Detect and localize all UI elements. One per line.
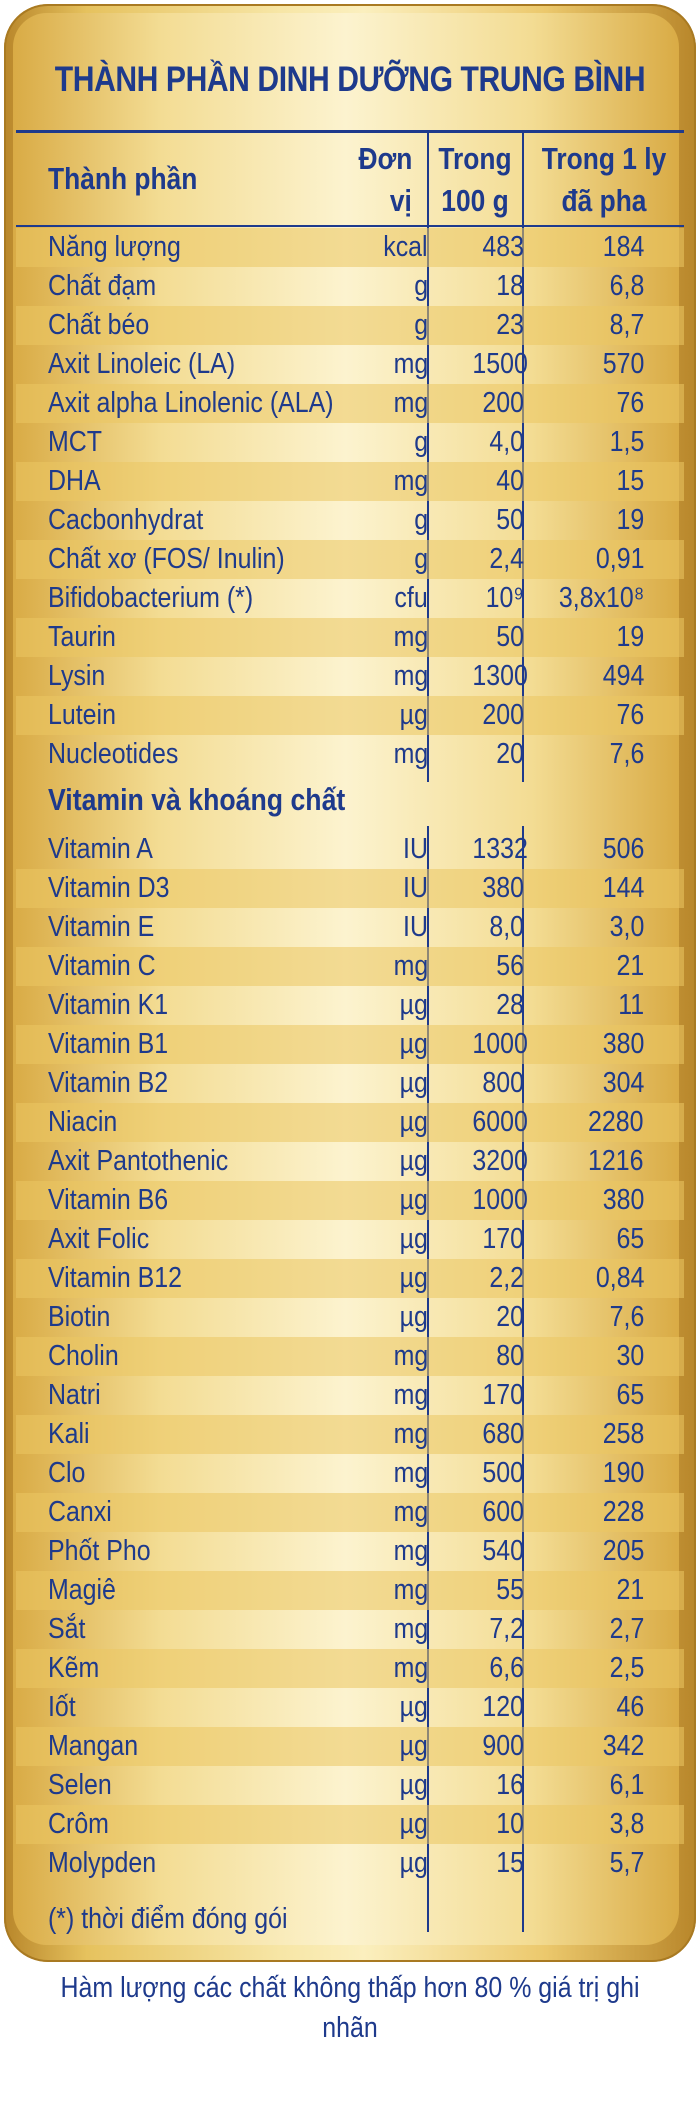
- header-unit-line1: Đơn: [358, 141, 412, 176]
- value-per-cup: 76: [616, 699, 644, 731]
- nutrient-unit: µg: [399, 1730, 428, 1762]
- nutrient-name: Axit Linoleic (LA): [48, 348, 236, 380]
- nutrient-name: Natri: [48, 1379, 101, 1411]
- value-per-100g: 6000: [472, 1106, 528, 1138]
- value-per-cup: 19: [616, 504, 644, 536]
- bottom-note: Hàm lượng các chất không thấp hơn 80 % giá trị ghi nhãn: [60, 1972, 640, 2044]
- table-row: [16, 579, 684, 618]
- table-row: [16, 228, 684, 267]
- nutrient-name: Clo: [48, 1457, 86, 1489]
- header-per100-line2: 100 g: [441, 183, 509, 218]
- value-per-100g: 80: [496, 1340, 524, 1372]
- nutrient-name: Vitamin B6: [48, 1184, 169, 1216]
- value-per-100g: 2,2: [489, 1262, 524, 1294]
- nutrient-name: Vitamin B1: [48, 1028, 169, 1060]
- nutrient-name: Chất xơ (FOS/ Inulin): [48, 543, 285, 575]
- nutrient-name: MCT: [48, 426, 103, 458]
- value-per-100g: 10: [496, 1808, 524, 1840]
- nutrient-name: Biotin: [48, 1301, 111, 1333]
- nutrient-name: Taurin: [48, 621, 116, 653]
- value-per-100g: 3200: [472, 1145, 528, 1177]
- value-per-cup: 494: [602, 660, 644, 692]
- value-per-100g: 8,0: [489, 911, 524, 943]
- value-per-100g: 380: [482, 872, 524, 904]
- value-per-100g: 500: [482, 1457, 524, 1489]
- nutrient-unit: mg: [393, 950, 428, 982]
- value-per-100g: 23: [496, 309, 524, 341]
- value-per-cup: 15: [616, 465, 644, 497]
- value-per-cup: 3,0: [609, 911, 644, 943]
- table-row: [16, 830, 684, 869]
- nutrient-name: Chất đạm: [48, 270, 157, 302]
- table-row: [16, 869, 684, 908]
- table-row: [16, 735, 684, 774]
- nutrient-name: Vitamin B2: [48, 1067, 169, 1099]
- nutrient-name: Vitamin A: [48, 833, 153, 865]
- value-per-100g: 900: [482, 1730, 524, 1762]
- table-row: [16, 1415, 684, 1454]
- table-row: [16, 1337, 684, 1376]
- value-per-cup: 0,91: [595, 543, 644, 575]
- nutrient-name: Molypden: [48, 1847, 157, 1879]
- value-per-100g: 7,2: [489, 1613, 524, 1645]
- value-per-cup: 0,84: [595, 1262, 644, 1294]
- value-per-cup: 6,1: [609, 1769, 644, 1801]
- nutrient-unit: kcal: [383, 231, 428, 263]
- nutrient-unit: cfu: [394, 582, 428, 614]
- nutrient-name: Kali: [48, 1418, 90, 1450]
- header-bottom-rule: [16, 225, 684, 227]
- value-per-cup: 21: [616, 1574, 644, 1606]
- nutrient-name: Lysin: [48, 660, 106, 692]
- header-per100-line1: Trong: [438, 141, 512, 176]
- value-per-cup: 3,8x10⁸: [558, 582, 644, 614]
- value-per-cup: 6,8: [609, 270, 644, 302]
- nutrient-name: Cacbonhydrat: [48, 504, 204, 536]
- value-per-100g: 20: [496, 738, 524, 770]
- table-row: [16, 696, 684, 735]
- footnote: (*) thời điểm đóng gói: [48, 1903, 288, 1935]
- nutrient-unit: mg: [393, 660, 428, 692]
- nutrient-name: Vitamin B12: [48, 1262, 183, 1294]
- value-per-cup: 19: [616, 621, 644, 653]
- value-per-cup: 8,7: [609, 309, 644, 341]
- nutrient-unit: mg: [393, 1418, 428, 1450]
- nutrient-unit: µg: [399, 1067, 428, 1099]
- table-row: [16, 1103, 684, 1142]
- table-row: [16, 1025, 684, 1064]
- header-unit-line2: vị: [390, 183, 412, 218]
- nutrient-unit: µg: [399, 1145, 428, 1177]
- value-per-cup: 21: [616, 950, 644, 982]
- nutrient-unit: mg: [393, 1613, 428, 1645]
- nutrient-unit: mg: [393, 1379, 428, 1411]
- value-per-cup: 11: [618, 989, 644, 1021]
- value-per-cup: 3,8: [609, 1808, 644, 1840]
- nutrient-unit: µg: [399, 1106, 428, 1138]
- nutrient-unit: mg: [393, 1652, 428, 1684]
- value-per-cup: 2,7: [609, 1613, 644, 1645]
- value-per-cup: 1216: [588, 1145, 644, 1177]
- table-row: [16, 1220, 684, 1259]
- header-component: Thành phần: [48, 161, 198, 196]
- nutrient-name: Crôm: [48, 1808, 109, 1840]
- value-per-cup: 380: [602, 1184, 644, 1216]
- table-row: [16, 1727, 684, 1766]
- nutrient-name: Kẽm: [48, 1652, 100, 1684]
- value-per-100g: 120: [482, 1691, 524, 1723]
- table-row: [16, 501, 684, 540]
- nutrient-unit: g: [414, 270, 428, 302]
- table-row: [16, 618, 684, 657]
- value-per-100g: 483: [482, 231, 524, 263]
- table-row: [16, 1142, 684, 1181]
- table-row: [16, 423, 684, 462]
- nutrient-unit: IU: [403, 911, 428, 943]
- table-row: [16, 1064, 684, 1103]
- value-per-100g: 1332: [472, 833, 528, 865]
- nutrient-name: Niacin: [48, 1106, 118, 1138]
- value-per-100g: 40: [496, 465, 524, 497]
- nutrient-name: DHA: [48, 465, 101, 497]
- value-per-100g: 170: [482, 1223, 524, 1255]
- table-row: [16, 540, 684, 579]
- value-per-100g: 4,0: [489, 426, 524, 458]
- table-row: [16, 657, 684, 696]
- value-per-100g: 56: [496, 950, 524, 982]
- table-row: [16, 1376, 684, 1415]
- nutrient-unit: mg: [393, 348, 428, 380]
- value-per-100g: 540: [482, 1535, 524, 1567]
- nutrient-name: Vitamin E: [48, 911, 155, 943]
- nutrient-unit: µg: [399, 1223, 428, 1255]
- value-per-cup: 30: [616, 1340, 644, 1372]
- nutrient-unit: mg: [393, 738, 428, 770]
- nutrient-unit: mg: [393, 1457, 428, 1489]
- header-per-cup-line1: Trong 1 ly: [541, 141, 667, 176]
- table-row: [16, 1493, 684, 1532]
- nutrient-name: Năng lượng: [48, 231, 181, 263]
- page-title: THÀNH PHẦN DINH DƯỠNG TRUNG BÌNH: [54, 60, 646, 99]
- nutrient-name: Nucleotides: [48, 738, 179, 770]
- table-row: [16, 1688, 684, 1727]
- nutrient-unit: mg: [393, 1496, 428, 1528]
- value-per-cup: 144: [602, 872, 644, 904]
- table-row: [16, 1298, 684, 1337]
- table-row: [16, 306, 684, 345]
- value-per-100g: 800: [482, 1067, 524, 1099]
- value-per-cup: 65: [616, 1379, 644, 1411]
- value-per-cup: 258: [602, 1418, 644, 1450]
- table-row: [16, 1454, 684, 1493]
- header-per-cup-line2: đã pha: [561, 183, 647, 218]
- nutrient-name: Lutein: [48, 699, 116, 731]
- nutrient-name: Mangan: [48, 1730, 139, 1762]
- nutrient-unit: µg: [399, 699, 428, 731]
- table-row: [16, 947, 684, 986]
- table-row: [16, 1259, 684, 1298]
- value-per-cup: 570: [602, 348, 644, 380]
- value-per-cup: 342: [602, 1730, 644, 1762]
- value-per-cup: 2280: [588, 1106, 644, 1138]
- value-per-cup: 1,5: [609, 426, 644, 458]
- value-per-cup: 2,5: [609, 1652, 644, 1684]
- nutrient-unit: g: [414, 309, 428, 341]
- nutrient-unit: µg: [399, 1028, 428, 1060]
- value-per-cup: 380: [602, 1028, 644, 1060]
- nutrient-unit: mg: [393, 1535, 428, 1567]
- nutrient-name: Phốt Pho: [48, 1535, 151, 1567]
- nutrient-name: Sắt: [48, 1613, 86, 1645]
- nutrient-name: Vitamin C: [48, 950, 156, 982]
- table-row: [16, 1532, 684, 1571]
- value-per-100g: 200: [482, 387, 524, 419]
- value-per-100g: 28: [496, 989, 524, 1021]
- nutrient-unit: mg: [393, 1340, 428, 1372]
- nutrient-unit: IU: [403, 872, 428, 904]
- nutrient-name: Cholin: [48, 1340, 119, 1372]
- nutrient-name: Canxi: [48, 1496, 112, 1528]
- header-top-rule: [16, 130, 684, 133]
- nutrient-unit: g: [414, 426, 428, 458]
- value-per-100g: 6,6: [489, 1652, 524, 1684]
- nutrient-unit: µg: [399, 1847, 428, 1879]
- nutrient-unit: mg: [393, 621, 428, 653]
- value-per-cup: 184: [602, 231, 644, 263]
- value-per-cup: 5,7: [609, 1847, 644, 1879]
- value-per-100g: 680: [482, 1418, 524, 1450]
- value-per-100g: 18: [496, 270, 524, 302]
- nutrient-unit: mg: [393, 387, 428, 419]
- nutrient-unit: IU: [403, 833, 428, 865]
- nutrient-unit: µg: [399, 1184, 428, 1216]
- nutrient-name: Axit Pantothenic: [48, 1145, 229, 1177]
- value-per-cup: 190: [602, 1457, 644, 1489]
- value-per-100g: 1500: [472, 348, 528, 380]
- nutrient-name: Iốt: [48, 1691, 76, 1723]
- nutrient-name: Axit Folic: [48, 1223, 150, 1255]
- nutrient-unit: µg: [399, 989, 428, 1021]
- value-per-cup: 506: [602, 833, 644, 865]
- table-row: [16, 1766, 684, 1805]
- value-per-cup: 304: [602, 1067, 644, 1099]
- nutrient-unit: µg: [399, 1769, 428, 1801]
- value-per-cup: 65: [616, 1223, 644, 1255]
- value-per-100g: 2,4: [489, 543, 524, 575]
- table-row: [16, 1649, 684, 1688]
- nutrient-name: Chất béo: [48, 309, 150, 341]
- nutrient-name: Vitamin K1: [48, 989, 169, 1021]
- value-per-cup: 7,6: [609, 738, 644, 770]
- nutrient-name: Magiê: [48, 1574, 116, 1606]
- value-per-100g: 16: [496, 1769, 524, 1801]
- table-row: [16, 1610, 684, 1649]
- table-row: [16, 345, 684, 384]
- nutrient-unit: g: [414, 504, 428, 536]
- value-per-100g: 1000: [472, 1028, 528, 1060]
- value-per-100g: 200: [482, 699, 524, 731]
- nutrient-name: Selen: [48, 1769, 112, 1801]
- section-title: Vitamin và khoáng chất: [48, 782, 346, 817]
- value-per-100g: 50: [496, 621, 524, 653]
- value-per-100g: 55: [496, 1574, 524, 1606]
- table-row: [16, 1181, 684, 1220]
- value-per-100g: 1000: [472, 1184, 528, 1216]
- value-per-100g: 10⁹: [485, 582, 524, 614]
- value-per-100g: 600: [482, 1496, 524, 1528]
- nutrient-unit: mg: [393, 465, 428, 497]
- value-per-cup: 76: [616, 387, 644, 419]
- nutrient-name: Vitamin D3: [48, 872, 170, 904]
- table-row: [16, 1571, 684, 1610]
- table-row: [16, 908, 684, 947]
- nutrient-name: Axit alpha Linolenic (ALA): [48, 387, 334, 419]
- table-row: [16, 1844, 684, 1883]
- nutrient-unit: µg: [399, 1808, 428, 1840]
- table-row: [16, 1805, 684, 1844]
- table-row: [16, 986, 684, 1025]
- value-per-100g: 15: [496, 1847, 524, 1879]
- value-per-100g: 50: [496, 504, 524, 536]
- nutrient-name: Bifidobacterium (*): [48, 582, 254, 614]
- value-per-cup: 205: [602, 1535, 644, 1567]
- value-per-100g: 20: [496, 1301, 524, 1333]
- nutrient-unit: µg: [399, 1262, 428, 1294]
- nutrient-unit: mg: [393, 1574, 428, 1606]
- value-per-100g: 1300: [472, 660, 528, 692]
- value-per-100g: 170: [482, 1379, 524, 1411]
- value-per-cup: 46: [616, 1691, 644, 1723]
- table-row: [16, 384, 684, 423]
- table-row: [16, 267, 684, 306]
- table-row: [16, 462, 684, 501]
- nutrient-unit: µg: [399, 1691, 428, 1723]
- value-per-cup: 228: [602, 1496, 644, 1528]
- nutrient-unit: µg: [399, 1301, 428, 1333]
- value-per-cup: 7,6: [609, 1301, 644, 1333]
- nutrient-unit: g: [414, 543, 428, 575]
